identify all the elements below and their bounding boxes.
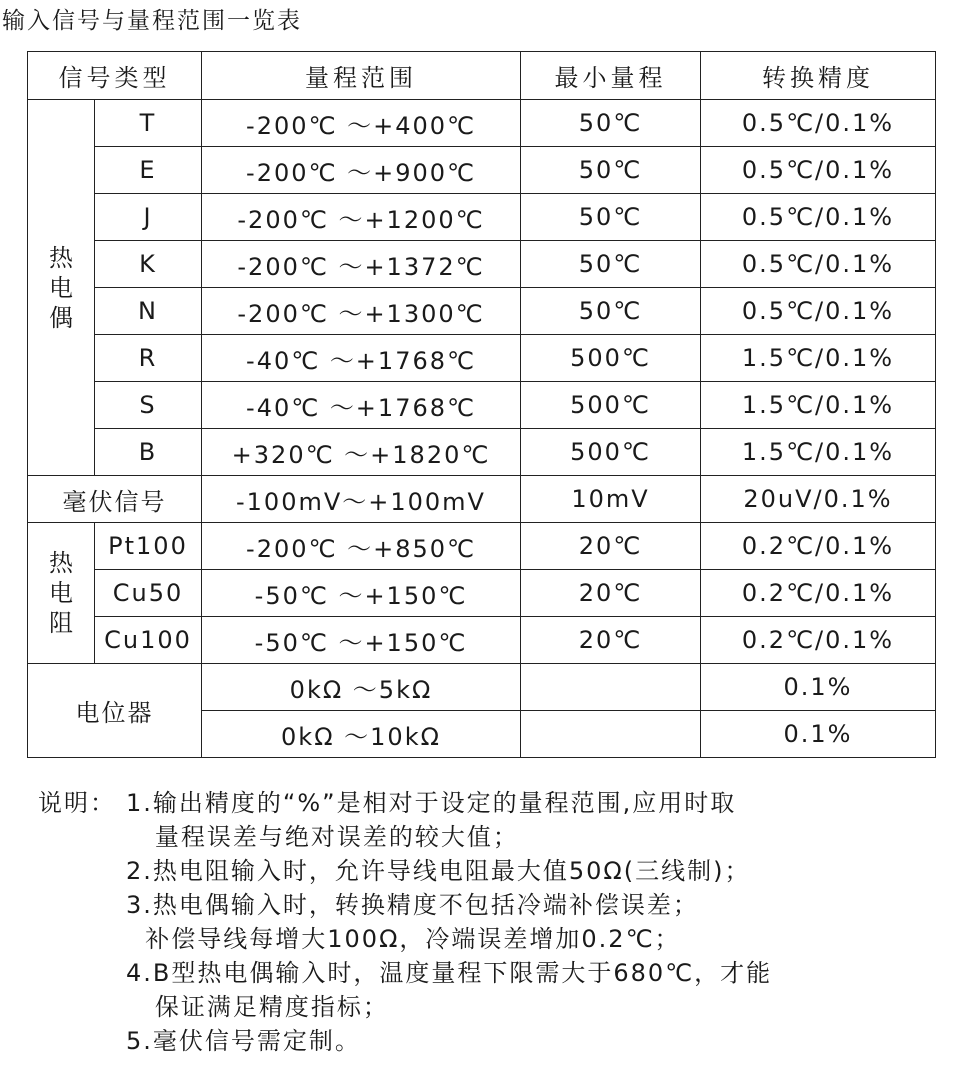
note-line: 保证满足精度指标； [126,993,389,1021]
accuracy-cell: 0.5℃/0.1% [701,147,936,194]
sensor-type-cell: E [95,147,202,194]
table-row [28,335,936,382]
millivolt-label-cell: 毫伏信号 [28,476,202,523]
sensor-type-cell: K [95,241,202,288]
range-cell: -40℃ ～+1768℃ [202,335,521,382]
note-line: 1.输出精度的“%”是相对于设定的量程范围,应用时取 [126,789,737,817]
sensor-type-cell: Cu100 [95,617,202,664]
accuracy-cell: 1.5℃/0.1% [701,335,936,382]
range-cell: -200℃ ～+1372℃ [202,241,521,288]
sensor-type-cell: B [95,429,202,476]
notes-list [126,786,772,1058]
note-line: 4.B型热电偶输入时，温度量程下限需大于680℃，才能 [126,959,773,987]
accuracy-cell: 1.5℃/0.1% [701,429,936,476]
table-header-row [28,52,936,100]
table-row [28,523,936,570]
note-line: 3.热电偶输入时，转换精度不包括冷端补偿误差； [126,891,699,919]
min-range-cell: 50℃ [521,100,701,147]
header-accuracy: 转换精度 [701,52,936,100]
page-title: 输入信号与量程范围一览表 [2,8,302,34]
table-row [28,288,936,335]
min-range-cell: 50℃ [521,194,701,241]
note-line: 5.毫伏信号需定制。 [126,1027,361,1055]
range-cell: -40℃ ～+1768℃ [202,382,521,429]
table-row [28,429,936,476]
table-row [28,147,936,194]
sensor-type-cell: J [95,194,202,241]
note-line: 量程误差与绝对误差的较大值； [126,823,519,851]
sensor-type-cell: N [95,288,202,335]
table-row [28,382,936,429]
range-cell: -200℃ ～+1200℃ [202,194,521,241]
accuracy-cell: 0.2℃/0.1% [701,523,936,570]
header-range: 量程范围 [202,52,521,100]
note-line: 补偿导线每增大100Ω，冷端误差增加0.2℃； [126,925,681,953]
header-signal-type: 信号类型 [28,52,202,100]
notes-label: 说明： [38,789,116,817]
range-cell: -50℃ ～+150℃ [202,617,521,664]
min-range-cell: 50℃ [521,147,701,194]
min-range-cell: 500℃ [521,335,701,382]
group-label: 热电偶 [49,243,75,332]
sensor-type-cell: R [95,335,202,382]
min-range-cell: 10mV [521,476,701,523]
accuracy-cell: 0.5℃/0.1% [701,241,936,288]
group-label: 热电阻 [49,549,75,637]
note-line: 2.热电阻输入时，允许导线电阻最大值50Ω(三线制)； [126,857,751,885]
table-row [28,194,936,241]
range-cell: -200℃ ～+900℃ [202,147,521,194]
min-range-cell [521,664,701,711]
table-row [28,100,936,147]
sensor-type-cell: S [95,382,202,429]
accuracy-cell: 0.5℃/0.1% [701,194,936,241]
accuracy-cell: 0.5℃/0.1% [701,288,936,335]
range-cell: -100mV～+100mV [202,476,521,523]
min-range-cell [521,711,701,758]
min-range-cell: 500℃ [521,429,701,476]
table-row [28,664,936,711]
range-cell: 0kΩ ～10kΩ [202,711,521,758]
rtd-group-cell [28,523,95,664]
min-range-cell: 50℃ [521,288,701,335]
header-min-range: 最小量程 [521,52,701,100]
table-row [28,241,936,288]
range-cell: -200℃ ～+400℃ [202,100,521,147]
min-range-cell: 20℃ [521,570,701,617]
sensor-type-cell: Pt100 [95,523,202,570]
accuracy-cell: 0.1% [701,711,936,758]
notes-section [38,786,772,1058]
range-cell: -200℃ ～+1300℃ [202,288,521,335]
min-range-cell: 50℃ [521,241,701,288]
range-cell: 0kΩ ～5kΩ [202,664,521,711]
range-cell: +320℃ ～+1820℃ [202,429,521,476]
range-cell: -50℃ ～+150℃ [202,570,521,617]
sensor-type-cell: T [95,100,202,147]
table-row [28,476,936,523]
accuracy-cell: 0.5℃/0.1% [701,100,936,147]
thermocouple-group-cell [28,100,95,476]
table-row [28,617,936,664]
accuracy-cell: 0.2℃/0.1% [701,617,936,664]
signal-range-table [27,51,936,758]
min-range-cell: 20℃ [521,523,701,570]
accuracy-cell: 20uV/0.1% [701,476,936,523]
sensor-type-cell: Cu50 [95,570,202,617]
range-cell: -200℃ ～+850℃ [202,523,521,570]
accuracy-cell: 0.2℃/0.1% [701,570,936,617]
potentiometer-label-cell: 电位器 [28,664,202,758]
min-range-cell: 20℃ [521,617,701,664]
accuracy-cell: 1.5℃/0.1% [701,382,936,429]
min-range-cell: 500℃ [521,382,701,429]
table-row [28,570,936,617]
accuracy-cell: 0.1% [701,664,936,711]
